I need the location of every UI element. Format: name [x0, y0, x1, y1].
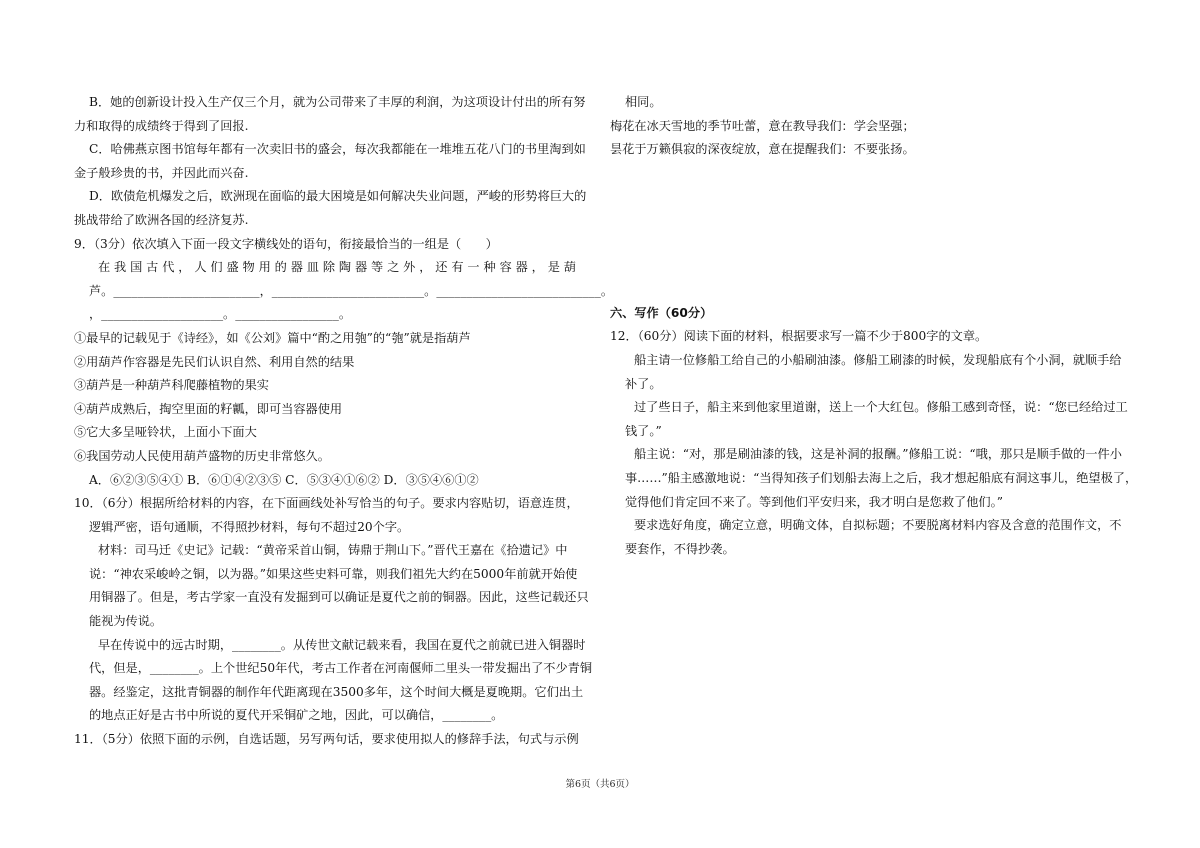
q9-passage-line3: ，____________________。_________________。 [89, 307, 352, 322]
q12-stem: 12．（60分）阅读下面的材料，根据要求写一篇不少于800字的文章。 [610, 329, 988, 344]
q9-passage [74, 256, 614, 327]
q10-stem-line1: 10．（6分）根据所给材料的内容，在下面画线处补写恰当的句子。要求内容贴切，语意连贯， [74, 496, 579, 511]
q12-para1-line2: 补了。 [625, 376, 662, 391]
q11-example-1: 梅花在冰天雪地的季节吐蕾，意在教导我们：学会坚强； [610, 118, 915, 133]
q9-passage-line2: 芦。________________________，_________________________。___________________________。 [89, 283, 614, 298]
q10-stem-line2: 逻辑严密，语句通顺，不得照抄材料，每句不超过20个字。 [89, 519, 410, 534]
q12-para4-line2: 要套作，不得抄袭。 [625, 541, 735, 556]
q10-material-line2: 说：“神农采峻岭之铜，以为器。”如果这些史料可靠，则我们祖先大约在5000年前就开始使 [89, 566, 578, 581]
q9-stem: 9．（3分）依次填入下面一段文字横线处的语句，衔接最恰当的一组是（ ） [74, 236, 498, 251]
q9-item-4: ④葫芦成熟后，掏空里面的籽瓤，即可当容器使用 [74, 401, 343, 416]
q8-option-d-line2: 挑战带给了欧洲各国的经济复苏. [74, 212, 249, 227]
q9-passage-line1: 在 我 国 古 代 ， 人 们 盛 物 用 的 器 皿 除 陶 器 等 之 外 ， 还 有 一 种 容 器 ， 是 葫 [98, 260, 576, 275]
q9-item-3: ③葫芦是一种葫芦科爬藤植物的果实 [74, 378, 269, 393]
q9-item-5: ⑤它大多呈哑铃状，上面小下面大 [74, 425, 257, 440]
section-6-title: 六、写作（60分） [610, 305, 713, 320]
q12-para3-line1: 船主说：“对，那是刷油漆的钱，这是补洞的报酬。”修船工说：“哦，那只是顺手做的一件小 [634, 447, 1122, 462]
q8-option-b-line2: 力和取得的成绩终于得到了回报. [74, 118, 249, 133]
q10-material-line4: 能视为传说。 [89, 614, 163, 629]
q10-material-line3: 用铜器了。但是，考古学家一直没有发掘到可以确证是夏代之前的铜器。因此，这些记载还只 [89, 590, 589, 605]
page-footer: 第6页（共6页） [565, 779, 635, 790]
q12-para2-line1: 过了些日子，船主来到他家里道谢，送上一个大红包。修船工感到奇怪，说：“您已经给过工 [634, 400, 1128, 415]
q12-para3-line2: 事……”船主感激地说：“当得知孩子们划船去海上之后，我才想起船底有洞这事儿，绝望极了， [625, 470, 1138, 485]
right-column [610, 91, 1138, 561]
q10-passage-line2: 代，但是，________。上个世纪50年代，考古工作者在河南偃师二里头一带发掘出了不少青铜 [89, 661, 593, 676]
q12-para1-line1: 船主请一位修船工给自己的小船刷油漆。修船工刷漆的时候，发现船底有个小洞，就顺手给 [634, 352, 1122, 367]
q8-option-b-line1: B．她的创新设计投入生产仅三个月，就为公司带来了丰厚的利润，为这项设计付出的所有努 [89, 95, 586, 109]
q12-para2-line2: 钱了。” [625, 423, 662, 438]
q10-passage-line4: 的地点正好是古书中所说的夏代开采铜矿之地，因此，可以确信，________。 [89, 708, 504, 723]
answer-space [610, 162, 1134, 302]
q9-options: A．⑥②③⑤④① B．⑥①④②③⑤ C．⑤③④①⑥② D．③⑤④⑥①② [89, 472, 479, 487]
q8-option-c-line2: 金子般珍贵的书，并因此而兴奋. [74, 165, 249, 180]
q8-option-d-line1: D．欧债危机爆发之后，欧洲现在面临的最大困境是如何解决失业问题，严峻的形势将巨大的 [89, 189, 587, 204]
q11-stem-line1: 11．（5分）依照下面的示例，自选话题，另写两句话，要求使用拟人的修辞手法，句式与示例 [74, 732, 579, 747]
left-column [74, 91, 614, 752]
q8-option-c-line1: C．哈佛燕京图书馆每年都有一次卖旧书的盛会，每次我都能在一堆堆五花八门的书里淘到如 [89, 142, 586, 157]
q11-stem-continuation: 相同。 [625, 95, 662, 109]
q12-para4-line1: 要求选好角度，确定立意，明确文体，自拟标题；不要脱离材料内容及含意的范围作文，不 [634, 518, 1122, 533]
q10-material-line1: 材料：司马迁《史记》记载：“黄帝采首山铜，铸鼎于荆山下。”晋代王嘉在《拾遗记》中 [98, 543, 568, 558]
q9-item-2: ②用葫芦作容器是先民们认识自然、利用自然的结果 [74, 354, 355, 369]
q12-para3-line3: 觉得他们肯定回不来了。等到他们平安归来，我才明白是您救了他们。” [625, 494, 1003, 509]
q9-item-6: ⑥我国劳动人民使用葫芦盛物的历史非常悠久。 [74, 448, 330, 463]
q10-passage-line1: 早在传说中的远古时期，________。从传世文献记载来看，我国在夏代之前就已进入铜器时 [98, 637, 586, 652]
q10-passage-line3: 器。经鉴定，这批青铜器的制作年代距离现在3500多年，这个时间大概是夏晚期。它们出土 [89, 684, 584, 699]
q9-item-1: ①最早的记载见于《诗经》，如《公刘》篇中“酌之用匏”的“匏”就是指葫芦 [74, 330, 471, 345]
q11-example-2: 昙花于万籁俱寂的深夜绽放，意在提醒我们：不要张扬。 [610, 142, 915, 157]
